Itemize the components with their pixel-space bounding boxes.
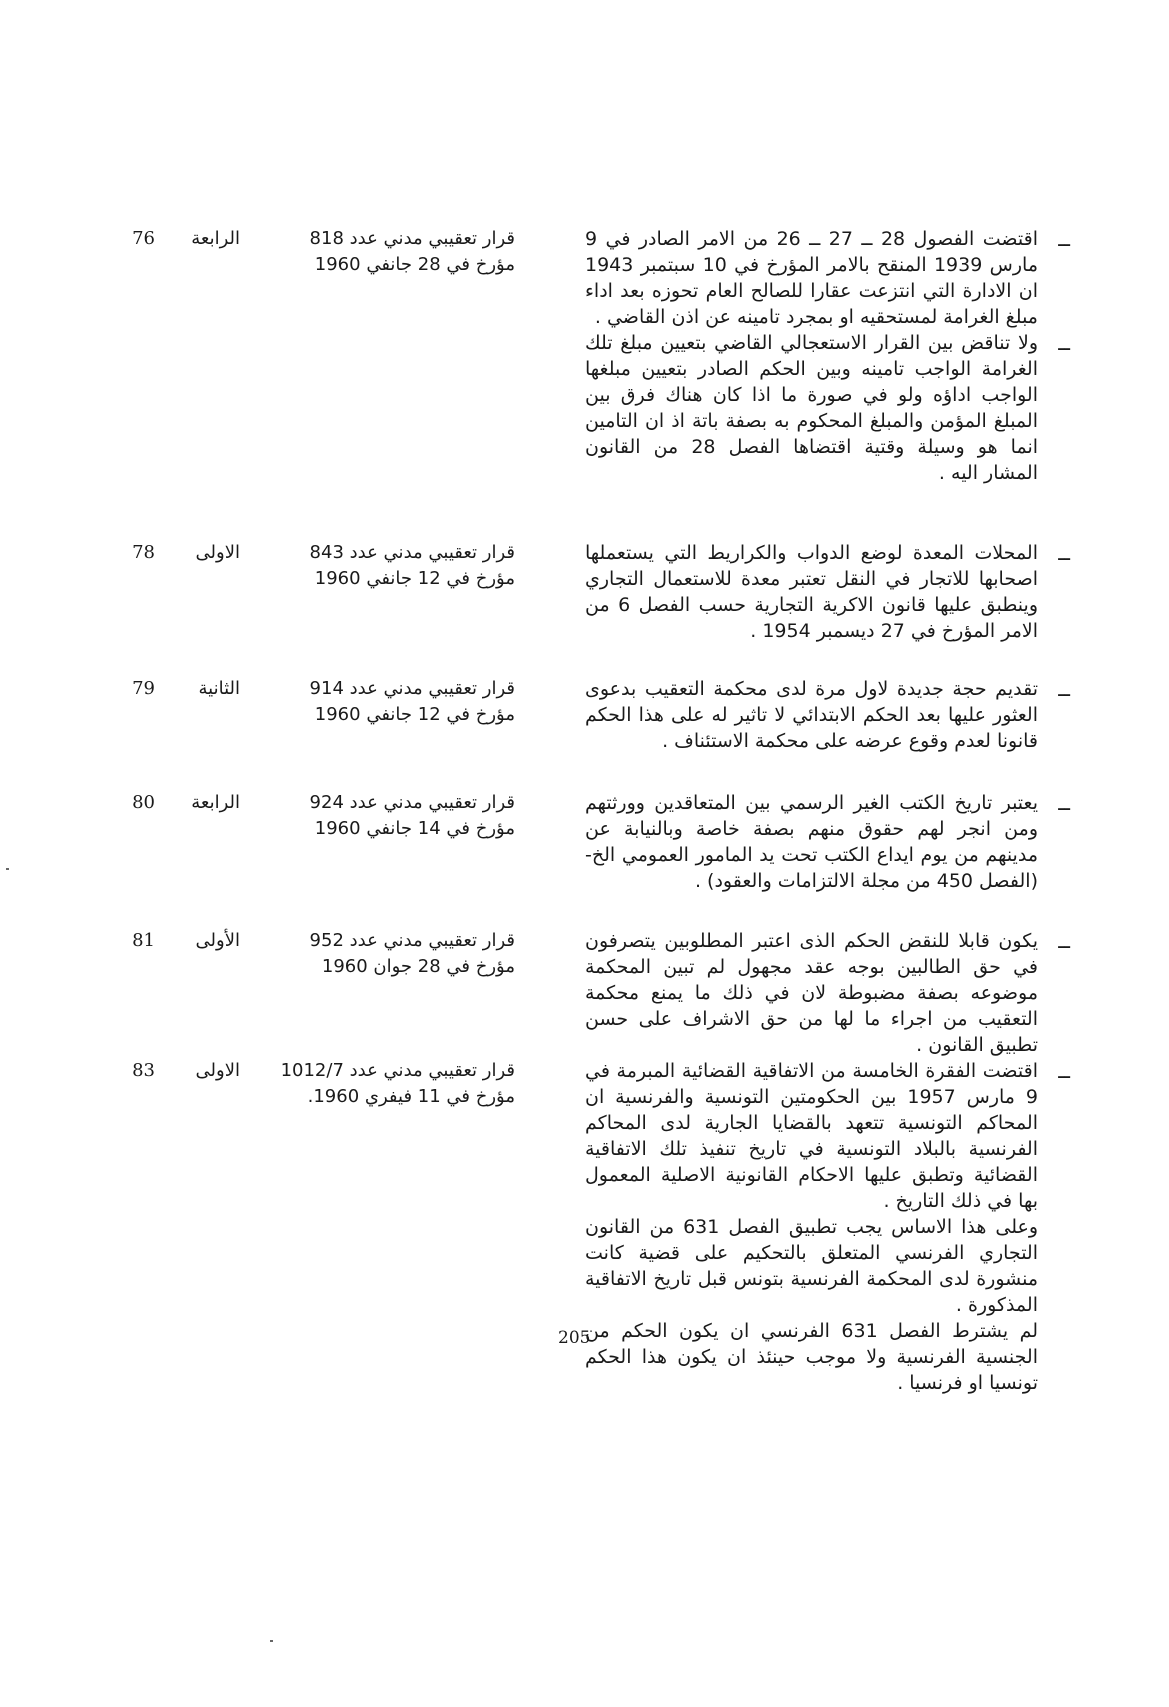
case-number: 80 — [132, 792, 155, 813]
reference-line: قرار تعقيبي مدني عدد 1012/7 — [280, 1060, 515, 1081]
scan-speck — [270, 1640, 273, 1642]
chamber: الثانية — [198, 678, 240, 699]
reference-line: قرار تعقيبي مدني عدد 843 — [309, 542, 515, 563]
ruling-reference — [255, 540, 515, 592]
reference-line: قرار تعقيبي مدني عدد 818 — [309, 228, 515, 249]
case-number: 79 — [132, 678, 155, 699]
bullet-dash: ــ — [1058, 929, 1070, 953]
case-number: 81 — [132, 930, 155, 951]
case-number: 78 — [132, 542, 155, 563]
summary-paragraph: ــ ولا تناقض بين القرار الاستعجالي القاضي بتعيين مبلغ تلك الغرامة الواجب تامينه وبين الحكم الصادر بتعيين مبلغها الواجب اداؤه ولو في صورة ما اذا كان هناك فرق بين المبلغ المؤمن والمبلغ المحكوم به بصفة باتة اذ ان التامين انما هو وسيلة وقتية اقتضاها الفصل 28 من القانون المشار اليه . — [585, 331, 1070, 484]
bullet-dash: ــ — [1058, 227, 1070, 251]
ruling-summary — [585, 790, 1070, 894]
bullet-dash: ــ — [1058, 677, 1070, 701]
chamber: الأولى — [195, 930, 240, 951]
chamber: الرابعة — [191, 228, 240, 249]
summary-paragraph: لم يشترط الفصل 631 الفرنسي ان يكون الحكم من الجنسية الفرنسية ولا موجب حينئذ ان يكون هذا الحكم تونسيا او فرنسيا . — [585, 1320, 1039, 1394]
ruling-summary — [585, 928, 1070, 1058]
ruling-summary — [585, 540, 1070, 644]
summary-paragraph: ــ المحلات المعدة لوضع الدواب والكراريط التي يستعملها اصحابها للاتجار في النقل تعتبر معدة للاستعمال التجاري وينطبق عليها قانون الاكرية التجارية حسب الفصل 6 من الامر المؤرخ في 27 ديسمبر 1954 . — [585, 541, 1070, 642]
summary-paragraph: ــ اقتضت الفقرة الخامسة من الاتفاقية القضائية المبرمة في 9 مارس 1957 بين الحكومتين التونسية والفرنسية ان المحاكم التونسية تتعهد بالقضايا الجارية لدى المحاكم الفرنسية بالبلاد التونسية في تاريخ تنفيذ تلك الاتفاقية القضائية وتطبق عليها الاحكام القانونية الاصلية المعمول بها في ذلك التاريخ . — [585, 1059, 1070, 1212]
ruling-summary — [585, 676, 1070, 754]
summary-paragraph: ــ تقديم حجة جديدة لاول مرة لدى محكمة التعقيب بدعوى العثور عليها بعد الحكم الابتدائي لا تاثير له على هذا الحكم قانونا لعدم وقوع عرضه على محكمة الاستئناف . — [585, 677, 1070, 752]
ruling-reference — [255, 676, 515, 728]
bullet-dash: ــ — [1058, 331, 1070, 355]
bullet-dash: ــ — [1058, 541, 1070, 565]
reference-date: مؤرخ في 12 جانفي 1960 — [314, 568, 515, 589]
chamber: الاولى — [195, 542, 240, 563]
reference-line: قرار تعقيبي مدني عدد 952 — [309, 930, 515, 951]
reference-line: قرار تعقيبي مدني عدد 914 — [309, 678, 515, 699]
reference-date: مؤرخ في 28 جانفي 1960 — [314, 254, 515, 275]
ruling-summary — [585, 1058, 1070, 1396]
summary-paragraph: ــ يعتبر تاريخ الكتب الغير الرسمي بين المتعاقدين وورثتهم ومن انجر لهم حقوق منهم بصفة خاصة وبالنيابة عن مدينهم من يوم ايداع الكتب تحت يد المامور العمومي الخ- (الفصل 450 من مجلة الالتزامات والعقود) . — [585, 791, 1070, 892]
scan-speck — [6, 868, 9, 870]
case-number: 83 — [132, 1060, 155, 1081]
ruling-reference — [255, 226, 515, 278]
chamber: الرابعة — [191, 792, 240, 813]
summary-paragraph: وعلى هذا الاساس يجب تطبيق الفصل 631 من القانون التجاري الفرنسي المتعلق بالتحكيم على قضية كانت منشورة لدى المحكمة الفرنسية بتونس قبل تاريخ الاتفاقية المذكورة . — [585, 1216, 1038, 1316]
case-number: 76 — [132, 228, 155, 249]
ruling-summary — [585, 226, 1070, 486]
summary-paragraph: ــ اقتضت الفصول 28 ــ 27 ــ 26 من الامر الصادر في 9 مارس 1939 المنقح بالامر المؤرخ في 10 سبتمبر 1943 ان الادارة التي انتزعت عقارا للصالح العام تحوزه بعد اداء مبلغ الغرامة لمستحقيه او بمجرد تامينه عن اذن القاضي . — [585, 227, 1070, 328]
reference-date: مؤرخ في 12 جانفي 1960 — [314, 704, 515, 725]
chamber: الاولى — [195, 1060, 240, 1081]
bullet-dash: ــ — [1058, 1059, 1070, 1083]
reference-date: مؤرخ في 14 جانفي 1960 — [314, 818, 515, 839]
reference-date: مؤرخ في 28 جوان 1960 — [321, 956, 515, 977]
reference-line: قرار تعقيبي مدني عدد 924 — [309, 792, 515, 813]
reference-date: مؤرخ في 11 فيفري 1960. — [307, 1086, 515, 1107]
ruling-reference — [255, 928, 515, 980]
page-number: 205 — [558, 1328, 591, 1348]
summary-paragraph: ــ يكون قابلا للنقض الحكم الذى اعتبر المطلوبين يتصرفون في حق الطالبين بوجه عقد مجهول لم تبين المحكمة موضوعه بصفة مضبوطة لان في ذلك ما يمنع محكمة التعقيب من اجراء ما لها من حق الاشراف على حسن تطبيق القانون . — [585, 929, 1070, 1056]
bullet-dash: ــ — [1058, 791, 1070, 815]
ruling-reference — [255, 790, 515, 842]
ruling-reference — [255, 1058, 515, 1110]
